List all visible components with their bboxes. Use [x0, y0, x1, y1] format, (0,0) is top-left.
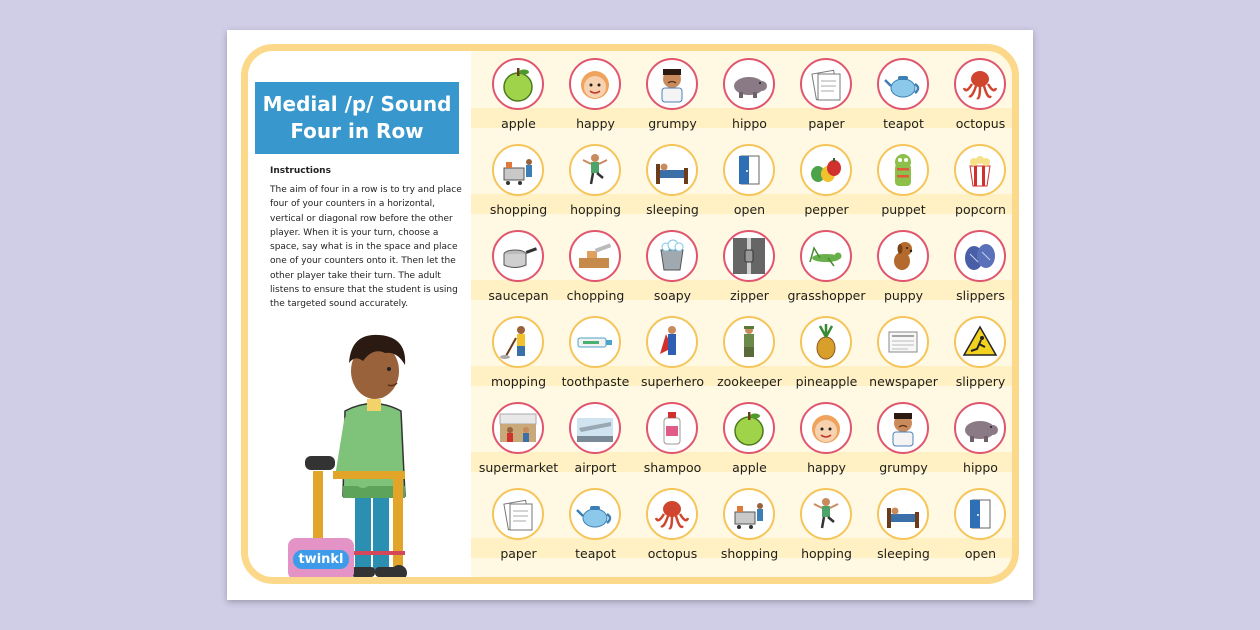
picture-circle [877, 316, 929, 368]
word-label: apple [501, 116, 536, 131]
picture-circle [569, 230, 621, 282]
picture-circle [800, 144, 852, 196]
grid-cell-zookeeper[interactable] [711, 313, 788, 399]
word-label: teapot [575, 546, 616, 561]
picture-circle [800, 316, 852, 368]
grid-cell-newspaper[interactable] [865, 313, 942, 399]
word-label: teapot [883, 116, 924, 131]
picture-circle [800, 58, 852, 110]
word-label: octopus [955, 116, 1006, 131]
grid-cell-happy[interactable] [557, 55, 634, 141]
grid-cell-paper[interactable] [788, 55, 865, 141]
word-label: puppy [883, 288, 924, 303]
word-label: shampoo [643, 460, 702, 475]
instructions-text: The aim of four in a row is to try and place four of your counters in a horizontal, vertical or diagonal row before the other player. When it is your turn, choose a space, say what is in the space and place one of your counters onto it. Then let the other player take their turn. The adult listens to ensure that the student is using the targeted sound accurately. [270, 185, 462, 310]
picture-circle [646, 58, 698, 110]
grasshopper-icon [806, 236, 846, 276]
teapot-icon [883, 64, 923, 104]
grid-cell-octopus[interactable] [942, 55, 1019, 141]
picture-circle [723, 144, 775, 196]
puppet-icon [883, 150, 923, 190]
grid-cell-sleeping[interactable] [634, 141, 711, 227]
word-label: apple [732, 460, 767, 475]
octopus-icon [652, 494, 692, 534]
picture-circle [954, 402, 1006, 454]
word-label: toothpaste [561, 374, 630, 389]
zipper-icon [729, 236, 769, 276]
picture-circle [492, 230, 544, 282]
word-label: sleeping [646, 202, 699, 217]
word-label: mopping [490, 374, 547, 389]
picture-circle [492, 316, 544, 368]
word-label: slippers [956, 288, 1005, 303]
grid-cell-octopus[interactable] [634, 485, 711, 571]
teapot-icon [575, 494, 615, 534]
sleeping-icon [652, 150, 692, 190]
word-label: shopping [720, 546, 779, 561]
superhero-icon [652, 322, 692, 362]
open-door-icon [729, 150, 769, 190]
shopping-icon [498, 150, 538, 190]
grid-cell-superhero[interactable] [634, 313, 711, 399]
picture-circle [723, 402, 775, 454]
grid-cell-happy[interactable] [788, 399, 865, 485]
picture-circle [646, 144, 698, 196]
word-label: hippo [963, 460, 998, 475]
slippery-sign-icon [960, 322, 1000, 362]
picture-circle [877, 488, 929, 540]
newspaper-icon [883, 322, 923, 362]
grid-cell-mopping[interactable] [480, 313, 557, 399]
grid-cell-open[interactable] [711, 141, 788, 227]
picture-circle [954, 144, 1006, 196]
grid-cell-supermarket[interactable] [480, 399, 557, 485]
word-label: soapy [653, 288, 692, 303]
picture-circle [723, 316, 775, 368]
picture-circle [723, 488, 775, 540]
soapy-bucket-icon [652, 236, 692, 276]
word-label: airport [574, 460, 617, 475]
hopping-icon [806, 494, 846, 534]
word-label: pineapple [795, 374, 858, 389]
picture-circle [492, 144, 544, 196]
picture-circle [954, 316, 1006, 368]
picture-circle [492, 58, 544, 110]
word-label: zookeeper [717, 374, 782, 389]
paper-icon [806, 64, 846, 104]
word-label: chopping [566, 288, 625, 303]
word-label: grumpy [879, 460, 928, 475]
grid-cell-puppy[interactable] [865, 227, 942, 313]
grid-cell-hippo[interactable] [711, 55, 788, 141]
grumpy-boy-icon [883, 408, 923, 448]
grid-cell-pepper[interactable] [788, 141, 865, 227]
grid-cell-popcorn[interactable] [942, 141, 1019, 227]
happy-girl-icon [575, 64, 615, 104]
grid-cell-pineapple[interactable] [788, 313, 865, 399]
word-label: superhero [640, 374, 705, 389]
grid-cell-hopping[interactable] [788, 485, 865, 571]
game-grid [471, 51, 1012, 577]
word-label: shopping [489, 202, 548, 217]
picture-circle [646, 488, 698, 540]
octopus-icon [960, 64, 1000, 104]
page-title: Medial /p/ Sound Four in Row [255, 82, 459, 154]
grid-cell-shampoo[interactable] [634, 399, 711, 485]
toothpaste-icon [575, 322, 615, 362]
hippo-icon [729, 64, 769, 104]
picture-circle [569, 488, 621, 540]
picture-circle [492, 488, 544, 540]
word-label: open [964, 546, 997, 561]
word-label: grasshopper [787, 288, 866, 303]
apple-icon [498, 64, 538, 104]
grid-cell-apple[interactable] [711, 399, 788, 485]
worksheet [227, 30, 1033, 600]
picture-circle [723, 58, 775, 110]
word-label: grumpy [648, 116, 697, 131]
picture-circle [646, 230, 698, 282]
grid-cell-apple[interactable] [480, 55, 557, 141]
word-label: zipper [730, 288, 769, 303]
picture-circle [877, 144, 929, 196]
word-label: slippery [955, 374, 1006, 389]
grid-cell-airport[interactable] [557, 399, 634, 485]
shampoo-icon [652, 408, 692, 448]
word-label: pepper [804, 202, 849, 217]
hippo-icon [960, 408, 1000, 448]
logo-text: twinkl [293, 550, 348, 569]
grid-cell-toothpaste[interactable] [557, 313, 634, 399]
grumpy-boy-icon [652, 64, 692, 104]
chopping-icon [575, 236, 615, 276]
word-label: sleeping [877, 546, 930, 561]
left-panel [248, 51, 471, 577]
grid-cell-sleeping[interactable] [865, 485, 942, 571]
picture-circle [569, 402, 621, 454]
grid-cell-shopping[interactable] [480, 141, 557, 227]
word-label: newspaper [869, 374, 938, 389]
airport-icon [575, 408, 615, 448]
instructions-heading: Instructions [270, 166, 331, 176]
picture-circle [877, 402, 929, 454]
picture-circle [954, 230, 1006, 282]
grid-cell-teapot[interactable] [557, 485, 634, 571]
twinkl-logo [288, 538, 354, 580]
grid-cell-hopping[interactable] [557, 141, 634, 227]
picture-circle [954, 58, 1006, 110]
word-label: saucepan [488, 288, 549, 303]
word-label: hopping [801, 546, 852, 561]
word-label: hopping [570, 202, 621, 217]
picture-circle [723, 230, 775, 282]
hopping-icon [575, 150, 615, 190]
picture-circle [800, 402, 852, 454]
word-label: octopus [647, 546, 698, 561]
picture-circle [800, 230, 852, 282]
supermarket-icon [498, 408, 538, 448]
open-door-icon [960, 494, 1000, 534]
grid-cell-paper[interactable] [480, 485, 557, 571]
picture-circle [877, 230, 929, 282]
word-label: paper [808, 116, 845, 131]
picture-circle [492, 402, 544, 454]
grid-cell-puppet[interactable] [865, 141, 942, 227]
picture-circle [569, 316, 621, 368]
apple-icon [729, 408, 769, 448]
grid-cell-hippo[interactable] [942, 399, 1019, 485]
word-label: open [733, 202, 766, 217]
picture-circle [569, 58, 621, 110]
grid-cell-grumpy[interactable] [865, 399, 942, 485]
word-label: happy [807, 460, 846, 475]
grid-cell-saucepan[interactable] [480, 227, 557, 313]
picture-circle [646, 402, 698, 454]
mopping-icon [498, 322, 538, 362]
grid-cell-teapot[interactable] [865, 55, 942, 141]
grid-cell-open[interactable] [942, 485, 1019, 571]
grid-cell-grumpy[interactable] [634, 55, 711, 141]
shopping-icon [729, 494, 769, 534]
saucepan-icon [498, 236, 538, 276]
paper-icon [498, 494, 538, 534]
pepper-icon [806, 150, 846, 190]
picture-circle [800, 488, 852, 540]
word-label: puppet [881, 202, 926, 217]
grid-cell-grasshopper[interactable] [788, 227, 865, 313]
word-label: supermarket [478, 460, 559, 475]
zookeeper-icon [729, 322, 769, 362]
slippers-icon [960, 236, 1000, 276]
word-label: paper [500, 546, 537, 561]
pineapple-icon [806, 322, 846, 362]
grid-cell-slippery[interactable] [942, 313, 1019, 399]
picture-circle [954, 488, 1006, 540]
picture-circle [569, 144, 621, 196]
grid-cell-slippers[interactable] [942, 227, 1019, 313]
sleeping-icon [883, 494, 923, 534]
grid-cell-shopping[interactable] [711, 485, 788, 571]
grid-cell-zipper[interactable] [711, 227, 788, 313]
popcorn-icon [960, 150, 1000, 190]
grid-cell-soapy[interactable] [634, 227, 711, 313]
puppy-icon [883, 236, 923, 276]
happy-girl-icon [806, 408, 846, 448]
picture-circle [646, 316, 698, 368]
worksheet-frame [241, 44, 1019, 584]
picture-circle [877, 58, 929, 110]
word-label: popcorn [955, 202, 1006, 217]
grid-cell-chopping[interactable] [557, 227, 634, 313]
word-label: happy [576, 116, 615, 131]
word-label: hippo [732, 116, 767, 131]
